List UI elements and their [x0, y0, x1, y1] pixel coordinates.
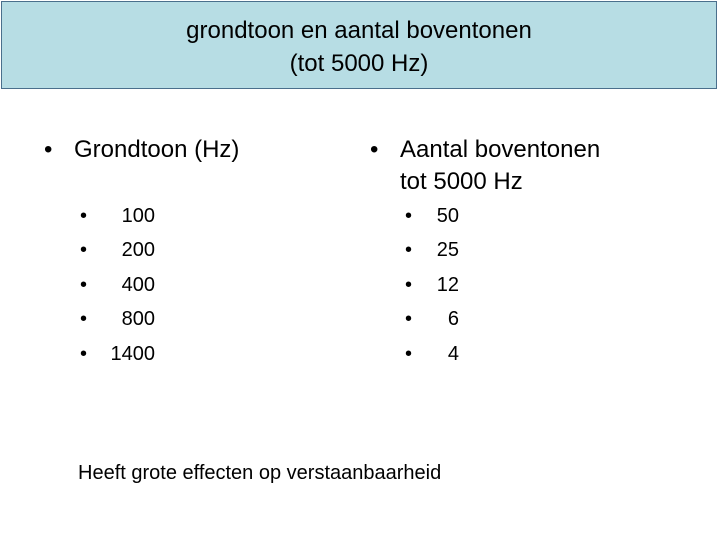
- fundamental-frequency: 100: [121, 205, 155, 227]
- list-item: [80, 205, 155, 229]
- fundamental-frequency: 200: [121, 239, 155, 261]
- fundamental-frequency: 1400: [110, 343, 155, 365]
- list-item: [405, 239, 459, 263]
- overtone-count: 50: [436, 205, 459, 227]
- title-banner: [1, 1, 717, 89]
- fundamental-frequency: 400: [121, 274, 155, 296]
- slide-title-line-2: (tot 5000 Hz): [289, 50, 429, 77]
- bullet-icon: •: [80, 343, 88, 365]
- list-item: [405, 274, 459, 298]
- right-heading-line-2: tot 5000 Hz: [400, 168, 523, 195]
- bullet-icon: •: [405, 274, 413, 296]
- bullet-icon: •: [80, 274, 88, 296]
- list-item: [80, 274, 155, 298]
- list-item: [405, 308, 459, 332]
- right-heading-line-1: Aantal boventonen: [400, 136, 601, 163]
- bullet-icon: •: [370, 136, 379, 163]
- overtone-count: 4: [447, 343, 459, 365]
- overtone-count: 12: [436, 274, 459, 296]
- bullet-icon: •: [44, 136, 53, 163]
- bullet-icon: •: [405, 239, 413, 261]
- left-heading-text: Grondtoon (Hz): [74, 136, 240, 163]
- list-item: [80, 308, 155, 332]
- bullet-icon: •: [405, 308, 413, 330]
- list-item: [405, 205, 459, 229]
- bullet-icon: •: [80, 205, 88, 227]
- bullet-icon: •: [405, 205, 413, 227]
- fundamental-frequency: 800: [121, 308, 155, 330]
- overtone-count: 25: [436, 239, 459, 261]
- list-item: [80, 239, 155, 263]
- footer-note: Heeft grote effecten op verstaanbaarheid: [78, 462, 442, 484]
- slide-title-line-1: grondtoon en aantal boventonen: [186, 17, 532, 44]
- bullet-icon: •: [80, 308, 88, 330]
- bullet-icon: •: [405, 343, 413, 365]
- overtone-count: 6: [447, 308, 459, 330]
- bullet-icon: •: [80, 239, 88, 261]
- list-item: [405, 343, 459, 367]
- list-item: [80, 343, 155, 367]
